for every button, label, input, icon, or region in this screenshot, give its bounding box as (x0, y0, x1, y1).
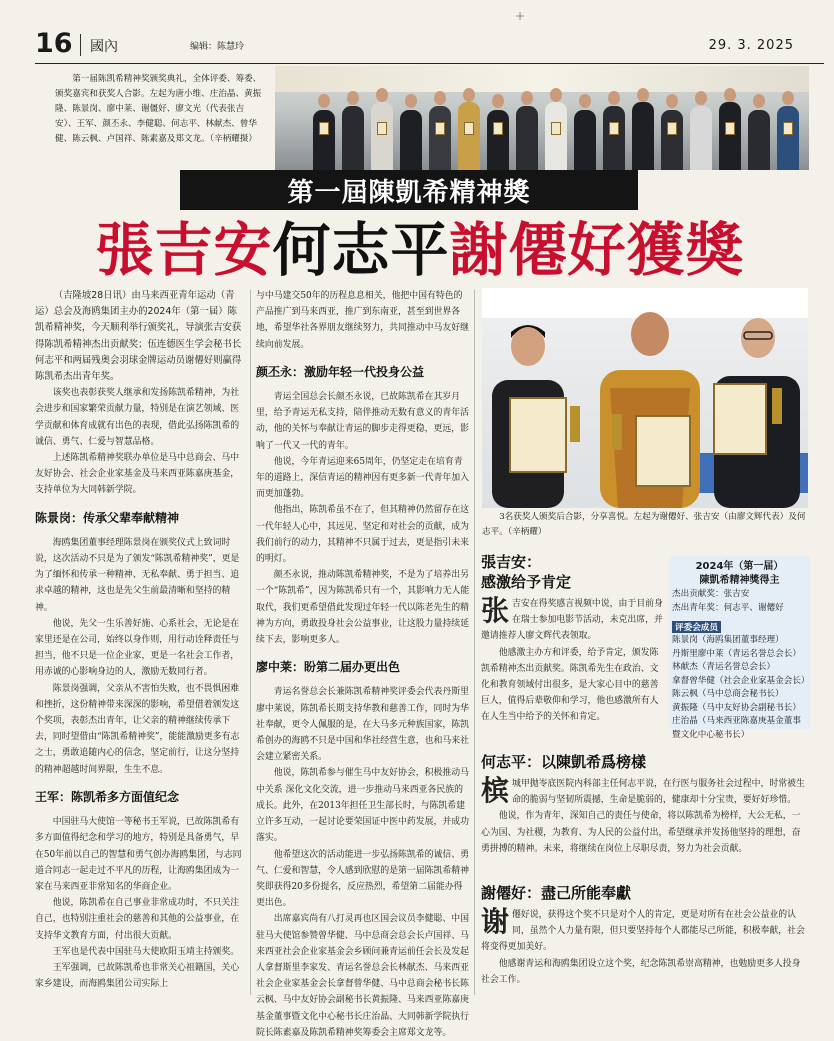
registration-mark: + (515, 9, 526, 23)
panel-member: 黄振隆（马中友好协会副秘书长） (672, 702, 801, 713)
paragraph: 吉安在得奖感言视频中说，由于目前身在瑞士参加电影节活动，未克出席，并邀请推荐人廖文辉代表领取。 (481, 599, 663, 642)
group-photo-caption: 第一届陈凯希精神奖颁奖典礼，全体评委、筹委、颁奖嘉宾和获奖人合影。左起为唐小维、庄治晶、黄振隆、陈景岗、廖中莱、谢僵好、廖文光（代表张吉安）、王军、颜丕永、李健聪、何志平、林献杰、曾华健、陈云枫、卢国祥、陈素嘉及郑文龙。（辛柄耀摄） (55, 74, 262, 144)
editor-credit: 编辑：陈慧玲 (190, 42, 245, 52)
photo-person (603, 106, 625, 170)
paragraph: 与中马建交50年的历程息息相关，他把中国有特色的产品推广到马来西亚，推广到东南亚，甚至到世界各地，希望华社各界朋友继续努力，共同推动中马友好继续向前发展。 (256, 291, 469, 350)
subheading: 王军：陈凯希多方面值纪念 (35, 789, 180, 804)
photo-person-head (782, 91, 794, 105)
photo-person-head (695, 91, 707, 105)
paragraph: 海鸥集团董事经理陈景岗在颁奖仪式上致词时说，这次活动不只是为了颁发“陈凯希精神奖”，更是为了缅怀和传承一种精神、无私奉献、勇于担当、追求卓越的精神，这也是先父生前最清晰和坚持的精神。 (35, 537, 240, 613)
paragraph: 陈景岗强调，父亲从不害怕失败，也不畏惧困难和挫折，这份精神带来深深的影响，希望借着颁发这个奖项，表彰杰出青年，让父亲的精神继续传承下去，同时望借由“陈凯希精神奖”，能能激励更多有志之士，勇敢追随内心的信念，坚定前行，让这分坚持的精神超越时间界限，生生不息。 (35, 683, 240, 775)
photo-person (632, 102, 654, 170)
photo-person (574, 110, 596, 170)
photo-person-head (521, 91, 533, 105)
panel-member: 丹斯里廖中莱（青运名誉总会长） (672, 648, 801, 659)
paragraph: 青运名誉总会长兼陈凯希精神奖评委会代表丹斯里廖中莱说，陈凯希长期支持华教和慈善工作，同时为华社奉献，更令人佩服的是，在大马多元种族国家，陈凯希创办的海鸥不只是中国和华社经营生意，也和马来社会建立紧密关系。 (256, 687, 470, 763)
paragraph: 他说，作为青年，深知自己的责任与使命，将以陈凯希为榜样，大公无私，一心为国、为社稷，为教育、为人民的公益付出，希望继承并发扬他坚持的理想，奋勇拼搏的精神。未来，将继续在岗位上尽职尽责，努力为社会贡献。 (481, 811, 801, 854)
award-plaque (493, 122, 503, 135)
column-rule (250, 290, 251, 995)
paragraph: 中国驻马大使馆一等秘书王军说，已故陈凯希有多方面值得纪念和学习的地方，特别是具备勇气，早在50年前以自己的智慧和勇气创办海鸥集团，与志同道合同志一起走过不平凡的历程，让海鸥集团成为一家在马来西亚非常知名的华商企业。 (35, 817, 242, 892)
panel-label: 评委会成员 (672, 621, 721, 633)
paragraph: 王军也是代表中国驻马大使欧阳玉靖主持颁奖。 (52, 946, 240, 957)
paragraph: 他说，先父一生乐善好施、心系社会，无论是在家里还是在公司，始终以身作则，用行动诠释责任与担当，他不只是一位企业家，更是一名社会工作者，用赤诚的心影响身边的人，激励无数同行者。 (35, 618, 240, 678)
article-lead: （吉隆坡28日讯）由马来西亚青年运动（青运）总会及海鸥集团主办的2024年（第一届）陈凯希精神奖，今天顺利举行颁奖礼，导演张吉安获得陈凯希精神杰出贡献奖；伍连德医生学会秘书长何志平和两届残奥会羽球金牌运动员谢僊好则赢得陈凯希杰出青年奖。 (35, 290, 242, 383)
paragraph: 该奖也表彰获奖人继承和发扬陈凯希精神，为社会进步和国家繁荣贡献力量，特别是在演艺领域、医学贡献和体育成就有出色的表现，借此弘扬陈凯希的诚信、勇气、仁爱与智慧品格。 (35, 388, 240, 447)
award-plaque (551, 122, 561, 135)
subheadline: 第一屆陳凱希精神獎 (287, 178, 531, 208)
subheading: 颜丕永：激励年轻一代投身公益 (256, 364, 425, 379)
photo-person-head (434, 91, 446, 105)
photo-person-head (318, 94, 330, 108)
panel-member: 庄治晶（马来西亚陈嘉庚基金董事暨文化中心秘书长） (672, 716, 801, 740)
paragraph: 颜丕永说，推动陈凯希精神奖，不是为了培养出另一个“陈凯希”，因为陈凯希只有一个，其影响力无人能取代，我们更希望借此发现过年轻一代以陈老先生的精神为方向，勇敢投身社会公益事业，让这股力量持续延续下去，影响更多人。 (256, 570, 470, 646)
article-column-1 (35, 288, 245, 992)
header-divider (80, 34, 81, 56)
award-line: 杰出贡献奖：张吉安 (672, 589, 750, 599)
photo-person (487, 110, 509, 170)
panel-member: 陈云枫（马中总商会秘书长） (672, 689, 784, 699)
paragraph: 出席嘉宾尚有八打灵再也区国会议员李健聪、中国驻马大使馆参赞曾华健、马中总商会总会长卢国祥、马来西亚社会企业家基金会乡顾问兼青运前任会长及发起人拿督斯里李家发、青运名誉总会长林献杰、马来西亚社会企业家基金会长拿督曾华健、马中总商会秘书长陈云枫、马中友好协会副秘书长黄振隆、马来西亚陈嘉庚基金董事暨文化中心秘书长庄治晶、大同韩新学院执行院长陈素嘉及陈凯希精神奖筹委会主席郑文龙等。 (256, 914, 470, 1038)
photo-person (458, 102, 480, 170)
photo-person (690, 106, 712, 170)
winner-title: 張吉安： 感激给予肯定 (481, 553, 572, 591)
award-plaque (783, 122, 793, 135)
photo-person-head (376, 88, 388, 102)
section-name: 國內 (90, 39, 118, 55)
photo-person (719, 102, 741, 170)
winner-title: 謝僊好：盡己所能奉獻 (481, 884, 632, 902)
subheading: 廖中莱：盼第二届办更出色 (256, 660, 401, 675)
award-line: 杰出青年奖：何志平、谢僊好 (672, 602, 784, 613)
panel-member: 林献杰（青运名誉总会长） (672, 662, 776, 672)
photo-person (400, 110, 422, 170)
paragraph: 王军强调，已故陈凯希也非常关心祖籍国，关心家乡建设，而海鸥集团公司实际上 (35, 962, 240, 990)
column-rule (474, 290, 475, 995)
winners-photo-caption: 3名获奖人颁奖后合影，分享喜悦。左起为谢僊好、张吉安（由廖文辉代表）及何志平。（辛柄耀） (482, 512, 806, 537)
photo-person (371, 102, 393, 170)
winner-title: 何志平：以陳凱希爲榜樣 (481, 753, 647, 771)
page-number: 16 (35, 28, 73, 59)
panel-member: 陈景岗（海鸥集团董事经理） (672, 635, 784, 645)
award-plaque (464, 122, 474, 135)
winners-photo (482, 288, 808, 508)
winner-column-xie (481, 883, 809, 988)
dropcap: 张 (481, 594, 510, 627)
photo-person-head (463, 88, 475, 102)
photo-person-head (608, 91, 620, 105)
paragraph: 城甲抛岺底医院内科部主任何志平说，在行医与服务社会过程中，时常被生命的脆弱与坚韧所震撼，生命是脆弱的，健康却十分宝贵，要好好珍惜。 (512, 779, 805, 806)
paragraph: 他感谢青运和海鸥集团设立这个奖，纪念陈凯希崇高精神，也勉励更多人投身社会工作。 (481, 958, 801, 985)
issue-date: 29. 3. 2025 (708, 38, 794, 53)
photo-person (748, 110, 770, 170)
photo-person (777, 106, 799, 170)
photo-person-head (405, 94, 417, 108)
group-photo (275, 66, 809, 170)
award-plaque (435, 122, 445, 135)
photo-person-head (492, 94, 504, 108)
award-plaque (667, 122, 677, 135)
winner-column-ho (481, 752, 809, 857)
photo-person (545, 102, 567, 170)
photo-person-head (347, 91, 359, 105)
winner-column-zhang (481, 552, 663, 726)
dropcap: 谢 (481, 905, 510, 938)
paragraph: 僊好说，获得这个奖不只是对个人的肯定，更是对所有在社会公益业的认同，虽然个人力量有限，但只要坚持每个人都能尽己所能，积极奉献，社会将变得更加美好。 (481, 910, 805, 953)
page-header (35, 30, 824, 64)
winners-list-box (669, 556, 810, 740)
article-column-2 (256, 288, 470, 1041)
winners-photo-illustration (482, 288, 808, 508)
paragraph: 他说，陈凯希在自己事业非常成功时，不只关注自己，也特别注重社会的慈善和其他的公益事业，在支持华文教育方面，付出很大贡献。 (35, 898, 240, 941)
headline-name-3: 謝僊好獲獎 (449, 216, 745, 284)
award-plaque (609, 122, 619, 135)
photo-person (429, 106, 451, 170)
photo-person-head (637, 88, 649, 102)
paragraph: 他指出，陈凯希虽不在了，但其精神仍然留存在这一代年轻人心中，其远见、坚定和对社会的贡献，成为我们前行的动力，其精神不只属于过去，更是指引未来的明灯。 (256, 505, 470, 565)
award-plaque (377, 122, 387, 135)
paragraph: 他说，今年青运迎来65周年，仍坚定走在培育青年的道路上，深信青运的精神因有更多新一代青年加入而更加蓬勃。 (256, 456, 469, 500)
photo-person-head (550, 88, 562, 102)
main-headline (70, 215, 770, 285)
paragraph: 他希望这次的活动能进一步弘扬陈凯希的诚信、勇气、仁爱和智慧，令人感到欣慰的是第一届陈凯希精神奖即获得20多份提名，反应热烈，希望第二届能办得更出色。 (256, 849, 470, 909)
paragraph: 上述陈凯希精神奖联办单位是马中总商会、马中友好协会、社会企业家基金及马来西亚陈嘉庚基金，支持单位为大同韩新学院。 (35, 453, 240, 496)
headline-name-1: 張吉安 (95, 216, 273, 284)
photo-person-head (753, 94, 765, 108)
photo-person (313, 110, 335, 170)
photo-person (342, 106, 364, 170)
panel-member: 拿督曾华健（社会企业家基金会长） (672, 675, 810, 686)
photo-person-head (666, 94, 678, 108)
photo-person-head (724, 88, 736, 102)
photo-person-head (579, 94, 591, 108)
box-title: 2024年（第一届） 陳凱希精神獎得主 (695, 561, 784, 586)
paragraph: 他感激主办方和评委，给予肯定，颁发陈凯希精神杰出贡献奖。陈凯希先生在政治、文化和教育领域付出很多，是大家心目中的慈善巨人，值得后辈敬仰和学习，他也感激所有人在人生当中给予的关怀和肯定。 (481, 647, 659, 723)
photo-person (516, 106, 538, 170)
paragraph: 他说，陈凯希参与催生马中友好协会，积极推动马中关系 深化文化交流，进一步推动马来西亚各民族的成长。此外，在2013年担任卫生部长时，与陈凯希建立许多互动，一起讨论要荣国证中医中药发展，并成功落实。 (256, 768, 470, 844)
dropcap: 槟 (481, 774, 510, 807)
headline-name-2: 何志平 (272, 216, 450, 284)
paragraph: 青运全国总会长颜丕永说，已故陈凯希在其岁月里，给予青运无私支持，陪伴推动无数有意义的青年活动，他的关怀与奉献让青运的脚步走得更稳，更远，影响了一代又一代的青年。 (256, 392, 469, 451)
award-plaque (725, 122, 735, 135)
photo-person (661, 110, 683, 170)
subheading: 陈景岗：传承父辈奉献精神 (35, 510, 180, 525)
award-plaque (319, 122, 329, 135)
